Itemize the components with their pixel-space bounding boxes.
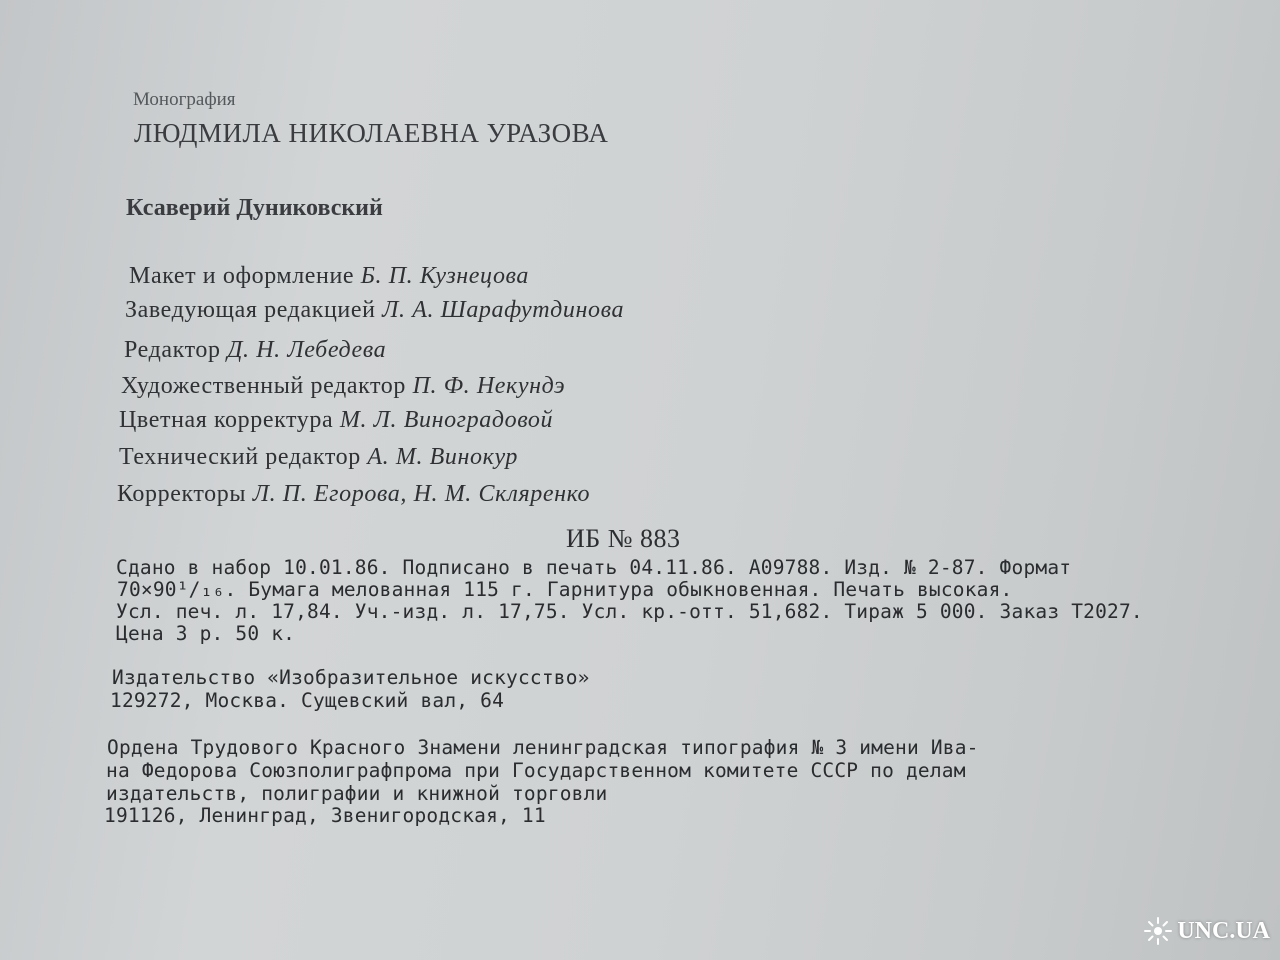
credit-role: Редактор [124, 337, 221, 363]
printer-line: издательств, полиграфии и книжной торговли [106, 782, 608, 805]
credit-role: Корректоры [117, 481, 247, 507]
book-title: Ксаверий Дуниковский [126, 195, 383, 221]
credit-name: Д. Н. Лебедева [227, 337, 387, 363]
printer-line: Ордена Трудового Красного Знамени ленинградская типография № 3 имени Ива- [107, 736, 979, 759]
credit-role: Художественный редактор [121, 373, 406, 399]
printer-line: на Федорова Союзполиграфпрома при Государственном комитете СССР по делам [106, 759, 966, 782]
sun-burst-icon [1143, 916, 1173, 946]
print-details-line: Усл. печ. л. 17,84. Уч.-изд. л. 17,75. Усл. кр.-отт. 51,682. Тираж 5 000. Заказ Т2027. [116, 600, 1143, 623]
print-details-line: Цена 3 р. 50 к. [116, 622, 296, 645]
credit-name: Л. А. Шарафутдинова [382, 297, 625, 323]
credit-name: М. Л. Виноградовой [339, 407, 554, 433]
credit-name: Л. П. Егорова, Н. М. Скляренко [252, 481, 591, 507]
author-name: ЛЮДМИЛА НИКОЛАЕВНА УРАЗОВА [134, 118, 609, 148]
credit-role: Цветная корректура [119, 407, 334, 433]
credit-role: Технический редактор [119, 444, 361, 470]
credit-name: А. М. Винокур [367, 444, 519, 470]
print-details-line: Сдано в набор 10.01.86. Подписано в печать 04.11.86. А09788. Изд. № 2-87. Формат [116, 556, 1072, 579]
credit-name: Б. П. Кузнецова [360, 263, 529, 289]
publisher-address: 129272, Москва. Сущевский вал, 64 [110, 689, 505, 712]
watermark [1143, 916, 1270, 946]
credit-role: Заведующая редакцией [125, 297, 376, 323]
publisher-name: Издательство «Изобразительное искусство» [112, 666, 590, 689]
credit-line-head-editor [125, 298, 624, 322]
credit-line-editor [124, 338, 386, 362]
watermark-text: UNC.UA [1177, 917, 1270, 944]
genre-label: Монография [133, 89, 236, 110]
credit-line-art-editor [121, 374, 565, 398]
printer-address: 191126, Ленинград, Звенигородская, 11 [104, 804, 546, 827]
credit-line-layout [129, 264, 529, 288]
ib-number: ИБ № 883 [566, 524, 681, 553]
credit-line-tech-editor [119, 445, 518, 469]
credit-line-color-proof [119, 408, 553, 432]
credit-name: П. Ф. Некундэ [412, 373, 566, 399]
credit-line-proofreaders [117, 482, 590, 506]
print-details-line: 70×90¹/₁₆. Бумага мелованная 115 г. Гарнитура обыкновенная. Печать высокая. [117, 578, 1013, 601]
credit-role: Макет и оформление [129, 263, 355, 289]
